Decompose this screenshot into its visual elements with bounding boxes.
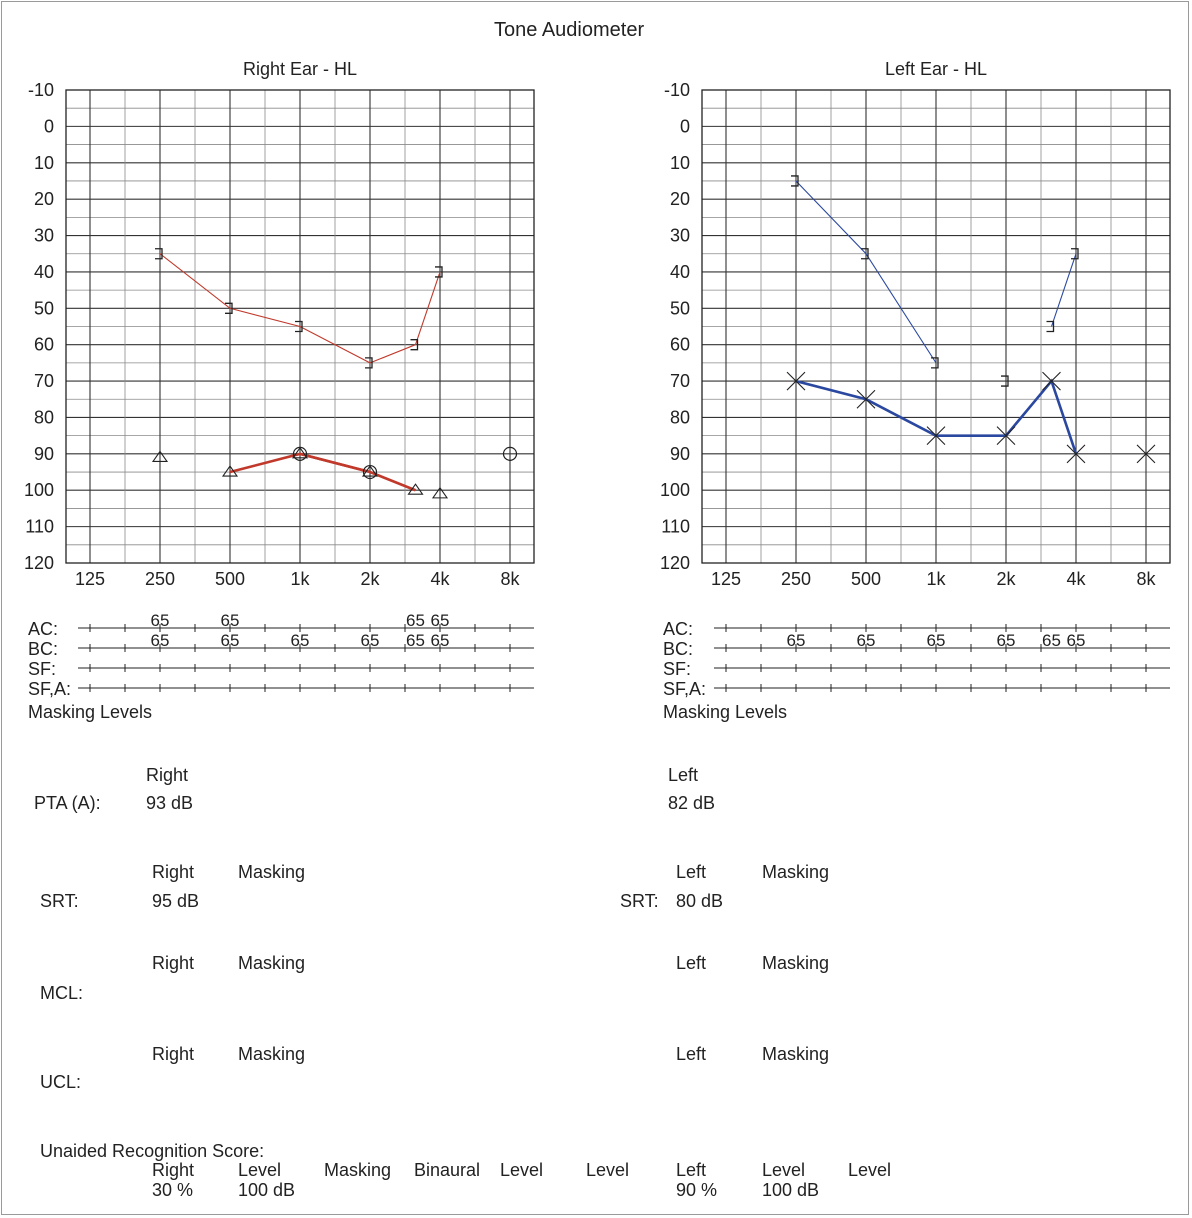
masking-bc-value: 65 [150, 631, 170, 650]
srt-left-label: SRT: [620, 891, 659, 911]
masking-bc-value: 65 [1066, 631, 1086, 650]
pta-left-header: Left [668, 765, 699, 785]
x-tick-label: 2k [360, 569, 380, 589]
ucl-left-masking-header: Masking [762, 1044, 830, 1064]
ucl-right-masking-header: Masking [238, 1044, 306, 1064]
y-tick-label: 10 [33, 152, 54, 173]
y-tick-label: 90 [33, 443, 54, 464]
y-tick-label: 100 [659, 480, 690, 501]
masking-bc-value: 65 [360, 631, 380, 650]
x-tick-label: 2k [996, 569, 1016, 589]
y-tick-label: 0 [43, 116, 54, 137]
masking-bc-value: 65 [220, 631, 240, 650]
y-tick-label: -10 [663, 80, 690, 100]
srt-left-masking-header: Masking [762, 862, 830, 882]
x-tick-label: 250 [144, 569, 176, 589]
y-tick-label: 110 [25, 516, 54, 537]
pta-label: PTA (A): [34, 793, 101, 813]
masking-bc-value: 65 [430, 631, 450, 650]
masking-ac-value: 65 [430, 611, 450, 630]
y-tick-label: 90 [669, 443, 690, 464]
y-tick-label: 40 [33, 261, 54, 282]
masking-bc-value: 65 [926, 631, 946, 650]
page-title: Tone Audiometer [494, 19, 645, 41]
x-tick-label: 4k [1066, 569, 1086, 589]
recognition-left-value: 90 % [676, 1180, 718, 1200]
masking-row-label: AC: [28, 619, 59, 639]
mcl-left-masking-header: Masking [762, 953, 830, 973]
masking-row-label: SF,A: [28, 679, 72, 699]
ucl-left-header: Left [676, 1044, 707, 1064]
x-tick-label: 125 [74, 569, 106, 589]
y-tick-label: 20 [33, 189, 54, 210]
masking-row-label: BC: [663, 639, 694, 659]
x-tick-label: 1k [290, 569, 310, 589]
x-tick-label: 500 [850, 569, 882, 589]
masking-bc-value: 65 [786, 631, 806, 650]
recognition-right-value: 30 % [152, 1180, 194, 1200]
y-tick-label: 50 [33, 298, 54, 319]
y-tick-label: 30 [669, 225, 690, 246]
srt-left-header: Left [676, 862, 707, 882]
x-tick-label: 1k [926, 569, 946, 589]
masking-bc-value: 65 [406, 631, 425, 650]
masking-row-label: AC: [663, 619, 694, 639]
x-tick-label: 500 [214, 569, 246, 589]
y-tick-label: 40 [669, 261, 690, 282]
recognition-right-level: 100 dB [238, 1180, 296, 1200]
chart-title: Right Ear - HL [242, 59, 358, 79]
recognition-header: Level [500, 1160, 544, 1180]
mcl-label: MCL: [40, 983, 84, 1003]
y-tick-label: 80 [669, 407, 690, 428]
recognition-header: Binaural [414, 1160, 481, 1180]
masking-bc-value: 65 [1042, 631, 1061, 650]
chart-title: Left Ear - HL [884, 59, 988, 79]
recognition-header: Left [676, 1160, 707, 1180]
y-tick-label: 20 [669, 189, 690, 210]
ucl-label: UCL: [40, 1072, 82, 1092]
recognition-header: Right [152, 1160, 195, 1180]
masking-bc-value: 65 [290, 631, 310, 650]
y-tick-label: 120 [659, 553, 690, 573]
recognition-header: Level [586, 1160, 630, 1180]
x-tick-label: 4k [430, 569, 450, 589]
pta-right-header: Right [146, 765, 189, 785]
y-tick-label: 0 [679, 116, 690, 137]
srt-right-header: Right [152, 862, 195, 882]
recognition-header: Level [848, 1160, 892, 1180]
recognition-header: Level [762, 1160, 806, 1180]
x-tick-label: 125 [710, 569, 742, 589]
y-tick-label: 70 [669, 371, 690, 392]
masking-row-label: SF,A: [663, 679, 707, 699]
y-tick-label: 60 [669, 334, 690, 355]
y-tick-label: 60 [33, 334, 54, 355]
y-tick-label: 80 [33, 407, 54, 428]
y-tick-label: 50 [669, 298, 690, 319]
masking-row-label: SF: [28, 659, 57, 679]
masking-levels-label-left: Masking Levels [663, 702, 788, 722]
masking-bc-value: 65 [996, 631, 1016, 650]
mcl-left-header: Left [676, 953, 707, 973]
recognition-header: Level [238, 1160, 282, 1180]
srt-right-value: 95 dB [152, 891, 200, 911]
y-tick-label: 70 [33, 371, 54, 392]
masking-ac-value: 65 [150, 611, 170, 630]
mcl-right-masking-header: Masking [238, 953, 306, 973]
y-tick-label: 10 [669, 152, 690, 173]
y-tick-label: 30 [33, 225, 54, 246]
x-tick-label: 250 [780, 569, 812, 589]
audiogram-left [660, 59, 1170, 699]
srt-right-masking-header: Masking [238, 862, 306, 882]
pta-left-value: 82 dB [668, 793, 716, 813]
x-tick-label: 8k [1136, 569, 1156, 589]
pta-right-value: 93 dB [146, 793, 194, 813]
recognition-title: Unaided Recognition Score: [40, 1141, 265, 1161]
masking-bc-value: 65 [856, 631, 876, 650]
masking-ac-value: 65 [406, 611, 425, 630]
masking-levels-label-right: Masking Levels [28, 702, 153, 722]
y-tick-label: 100 [23, 480, 54, 501]
recognition-header: Masking [324, 1160, 392, 1180]
masking-row-label: SF: [663, 659, 692, 679]
audiogram-right [24, 59, 534, 699]
srt-left-value: 80 dB [676, 891, 724, 911]
masking-ac-value: 65 [220, 611, 240, 630]
recognition-left-level: 100 dB [762, 1180, 820, 1200]
mcl-right-header: Right [152, 953, 195, 973]
x-tick-label: 8k [500, 569, 520, 589]
y-tick-label: -10 [27, 80, 54, 100]
srt-label: SRT: [40, 891, 79, 911]
y-tick-label: 110 [661, 516, 690, 537]
ucl-right-header: Right [152, 1044, 195, 1064]
y-tick-label: 120 [23, 553, 54, 573]
masking-row-label: BC: [28, 639, 59, 659]
